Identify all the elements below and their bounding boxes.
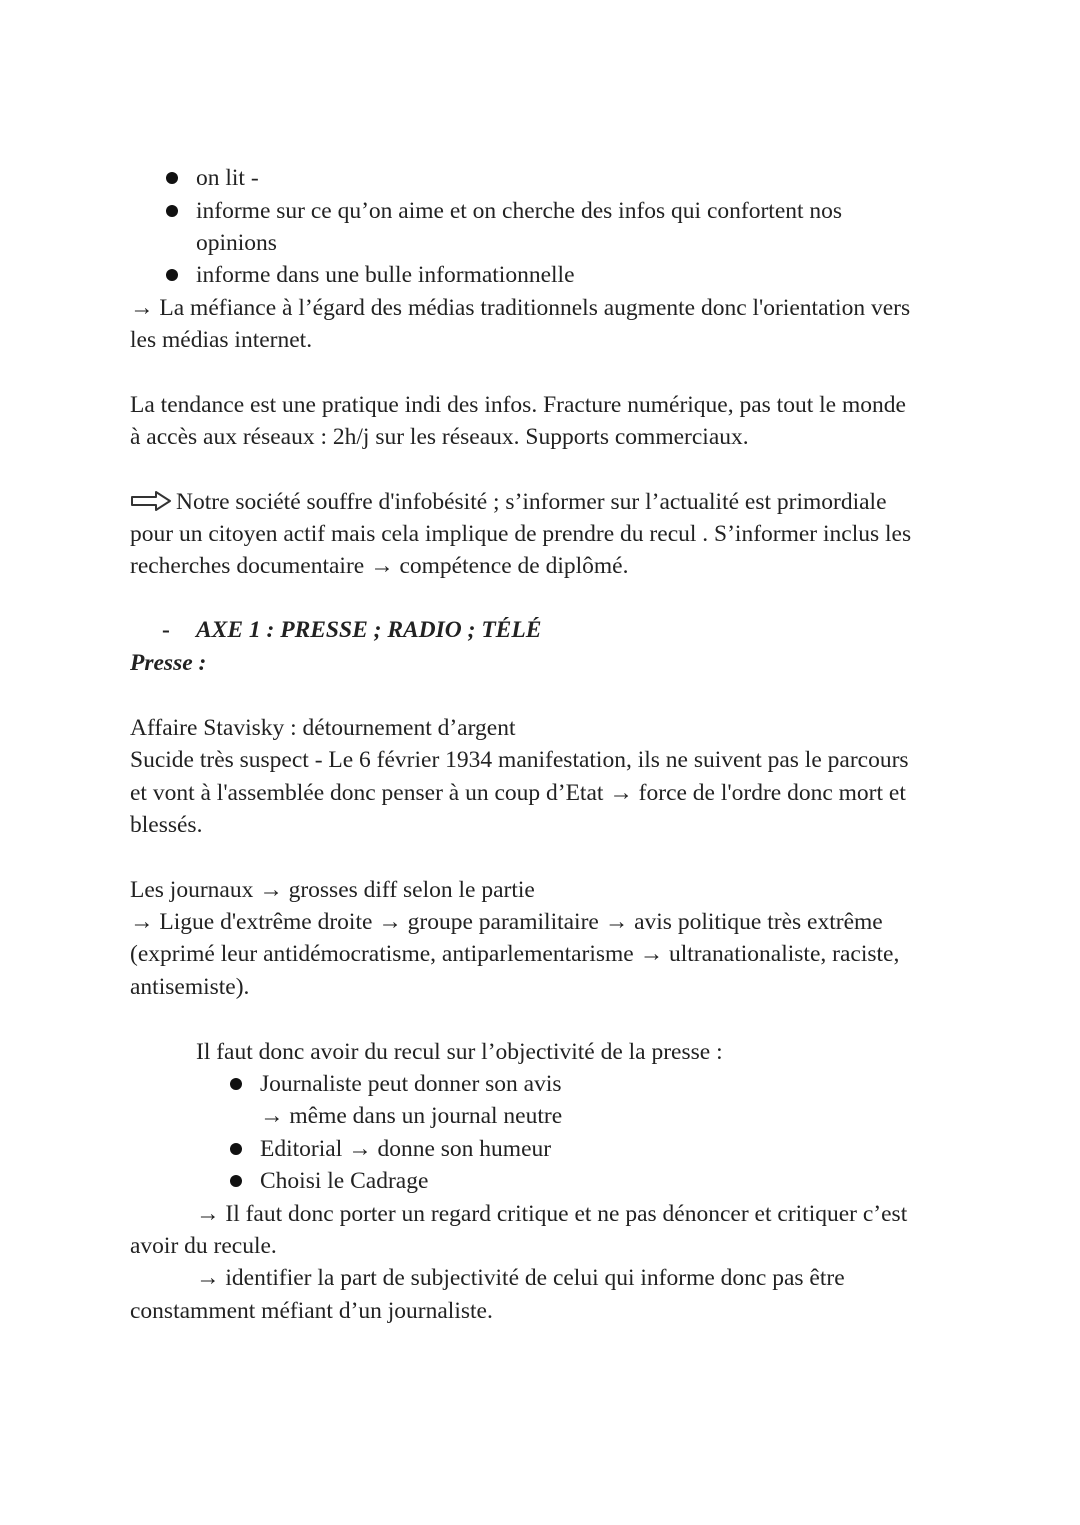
bullet-dot	[166, 172, 178, 184]
list-item-text: Choisi le Cadrage	[260, 1168, 429, 1194]
paragraph-line	[130, 486, 887, 518]
heading-dash: -	[162, 617, 170, 643]
list-item	[166, 162, 259, 194]
bullet-dot	[230, 1175, 242, 1187]
subsection-heading: Presse :	[130, 650, 207, 676]
double-arrow-icon	[130, 490, 172, 512]
paragraph-line: pour un citoyen actif mais cela implique de prendre du recul . S’informer inclus les	[130, 521, 912, 547]
list-item	[166, 259, 575, 291]
list-item	[230, 1165, 428, 1197]
list-item-text: on lit -	[196, 165, 259, 191]
list-item-text: informe sur ce qu’on aime et on cherche des infos qui confortent nos	[196, 198, 843, 224]
paragraph-line: Sucide très suspect - Le 6 février 1934 manifestation, ils ne suivent pas le parcours	[130, 747, 909, 773]
paragraph-line: constamment méfiant d’un journaliste.	[130, 1298, 493, 1324]
list-item-continuation: → même dans un journal neutre	[260, 1103, 563, 1129]
paragraph-line: et vont à l'assemblée donc penser à un coup d’Etat → force de l'ordre donc mort et	[130, 780, 906, 806]
paragraph-line: recherches documentaire → compétence de diplômé.	[130, 553, 629, 579]
paragraph-line: avoir du recule.	[130, 1233, 277, 1259]
paragraph-text: Notre société souffre d'infobésité ; s’informer sur l’actualité est primordiale	[176, 489, 887, 515]
bullet-dot	[166, 269, 178, 281]
list-item	[230, 1068, 562, 1100]
bullet-dot	[230, 1078, 242, 1090]
list-item-continuation: opinions	[196, 230, 277, 256]
paragraph-line: à accès aux réseaux : 2h/j sur les réseaux. Supports commerciaux.	[130, 424, 749, 450]
bullet-dot	[230, 1143, 242, 1155]
bullet-dot	[166, 205, 178, 217]
paragraph-line: → Ligue d'extrême droite → groupe paramilitaire → avis politique très extrême	[130, 909, 883, 935]
list-item	[166, 195, 842, 227]
paragraph-line: antisemiste).	[130, 974, 250, 1000]
list-item-text: informe dans une bulle informationnelle	[196, 262, 575, 288]
list-item-text: Journaliste peut donner son avis	[260, 1071, 562, 1097]
paragraph-line: les médias internet.	[130, 327, 313, 353]
list-item-text: Editorial → donne son humeur	[260, 1136, 552, 1162]
paragraph-line: → Il faut donc porter un regard critique et ne pas dénoncer et critiquer c’est	[196, 1201, 908, 1227]
paragraph-line: La tendance est une pratique indi des infos. Fracture numérique, pas tout le monde	[130, 392, 906, 418]
paragraph-line: → identifier la part de subjectivité de celui qui informe donc pas être	[196, 1265, 845, 1291]
paragraph-line: (exprimé leur antidémocratisme, antiparlementarisme → ultranationaliste, raciste,	[130, 941, 900, 967]
paragraph-line: → La méfiance à l’égard des médias traditionnels augmente donc l'orientation vers	[130, 295, 911, 321]
list-item	[230, 1133, 551, 1165]
paragraph-line: Les journaux → grosses diff selon le partie	[130, 877, 535, 903]
paragraph-line: Il faut donc avoir du recul sur l’objectivité de la presse :	[196, 1039, 723, 1065]
paragraph-line: Affaire Stavisky : détournement d’argent	[130, 715, 516, 741]
section-heading: AXE 1 : PRESSE ; RADIO ; TÉLÉ	[196, 617, 542, 643]
paragraph-line: blessés.	[130, 812, 203, 838]
